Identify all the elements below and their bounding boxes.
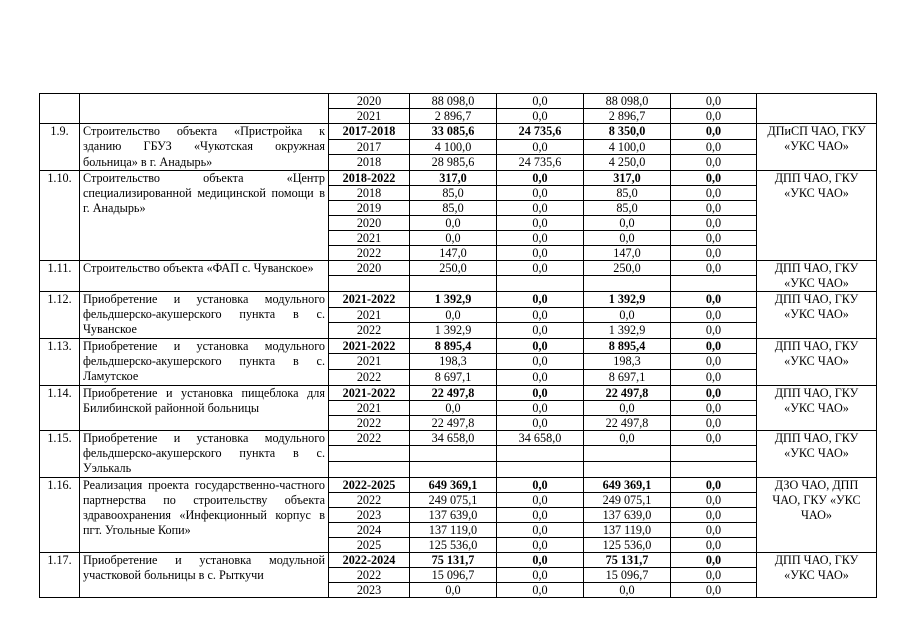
table-row (40, 338, 877, 354)
responsible-executor: ДПП ЧАО, ГКУ «УКС ЧАО» (757, 260, 877, 291)
item-description: Строительство объекта «Центр специализированной медицинской помощи в г. Анадырь» (80, 170, 329, 260)
regional-budget-cell: 137 119,0 (584, 522, 671, 537)
regional-budget-cell: 85,0 (584, 200, 671, 215)
other-sources-cell: 0,0 (671, 200, 757, 215)
regional-budget-cell: 249 075,1 (584, 492, 671, 507)
regional-budget-cell: 0,0 (584, 230, 671, 245)
item-number: 1.12. (40, 291, 80, 338)
total-amount-cell: 4 100,0 (410, 139, 497, 155)
period-cell: 2018 (329, 155, 410, 171)
total-amount-cell: 125 536,0 (410, 537, 497, 552)
total-amount-cell: 137 639,0 (410, 507, 497, 522)
item-description: Приобретение и установка пищеблока для Билибинской районной больницы (80, 385, 329, 430)
item-number: 1.13. (40, 338, 80, 385)
federal-budget-cell: 0,0 (497, 323, 584, 339)
regional-budget-cell: 0,0 (584, 582, 671, 597)
regional-budget-cell (584, 276, 671, 292)
item-description: Строительство объекта «ФАП с. Чуванское» (80, 260, 329, 291)
federal-budget-cell: 0,0 (497, 477, 584, 492)
total-amount-cell: 0,0 (410, 307, 497, 323)
total-amount-cell: 75 131,7 (410, 552, 497, 567)
total-amount-cell: 22 497,8 (410, 415, 497, 430)
item-number: 1.11. (40, 260, 80, 291)
total-amount-cell (410, 461, 497, 477)
total-amount-cell: 1 392,9 (410, 291, 497, 307)
other-sources-cell: 0,0 (671, 291, 757, 307)
total-amount-cell: 33 085,6 (410, 124, 497, 140)
item-number: 1.10. (40, 170, 80, 260)
other-sources-cell: 0,0 (671, 260, 757, 276)
federal-budget-cell: 0,0 (497, 200, 584, 215)
other-sources-cell: 0,0 (671, 567, 757, 582)
federal-budget-cell: 0,0 (497, 185, 584, 200)
period-cell: 2022 (329, 430, 410, 446)
federal-budget-cell: 0,0 (497, 582, 584, 597)
other-sources-cell: 0,0 (671, 552, 757, 567)
responsible-executor: ДПП ЧАО, ГКУ «УКС ЧАО» (757, 170, 877, 260)
regional-budget-cell: 85,0 (584, 185, 671, 200)
other-sources-cell: 0,0 (671, 109, 757, 124)
other-sources-cell: 0,0 (671, 185, 757, 200)
other-sources-cell: 0,0 (671, 124, 757, 140)
period-cell: 2022 (329, 415, 410, 430)
other-sources-cell: 0,0 (671, 370, 757, 386)
period-cell: 2021 (329, 307, 410, 323)
item-number: 1.17. (40, 552, 80, 597)
regional-budget-cell: 4 250,0 (584, 155, 671, 171)
total-amount-cell: 8 895,4 (410, 338, 497, 354)
responsible-executor: ДПП ЧАО, ГКУ «УКС ЧАО» (757, 430, 877, 477)
table-row (40, 552, 877, 567)
other-sources-cell: 0,0 (671, 170, 757, 185)
total-amount-cell: 249 075,1 (410, 492, 497, 507)
federal-budget-cell: 0,0 (497, 170, 584, 185)
total-amount-cell: 198,3 (410, 354, 497, 370)
period-cell: 2022 (329, 567, 410, 582)
period-cell: 2020 (329, 260, 410, 276)
total-amount-cell: 28 985,6 (410, 155, 497, 171)
total-amount-cell: 0,0 (410, 230, 497, 245)
responsible-executor: ДПП ЧАО, ГКУ «УКС ЧАО» (757, 385, 877, 430)
item-description: Приобретение и установка модульного фельдшерско-акушерского пункта в с. Уэлькаль (80, 430, 329, 477)
period-cell: 2018-2022 (329, 170, 410, 185)
federal-budget-cell: 0,0 (497, 507, 584, 522)
responsible-executor: ДПиСП ЧАО, ГКУ «УКС ЧАО» (757, 124, 877, 171)
federal-budget-cell: 24 735,6 (497, 124, 584, 140)
federal-budget-cell: 24 735,6 (497, 155, 584, 171)
total-amount-cell: 2 896,7 (410, 109, 497, 124)
total-amount-cell: 22 497,8 (410, 385, 497, 400)
period-cell: 2022 (329, 492, 410, 507)
federal-budget-cell: 34 658,0 (497, 430, 584, 446)
other-sources-cell: 0,0 (671, 522, 757, 537)
other-sources-cell: 0,0 (671, 230, 757, 245)
period-cell: 2017-2018 (329, 124, 410, 140)
table-row (40, 385, 877, 400)
regional-budget-cell: 88 098,0 (584, 94, 671, 109)
period-cell: 2021-2022 (329, 385, 410, 400)
federal-budget-cell: 0,0 (497, 522, 584, 537)
regional-budget-cell: 8 697,1 (584, 370, 671, 386)
item-description (80, 94, 329, 124)
regional-budget-cell: 198,3 (584, 354, 671, 370)
other-sources-cell (671, 446, 757, 462)
period-cell: 2021 (329, 109, 410, 124)
item-number: 1.14. (40, 385, 80, 430)
other-sources-cell: 0,0 (671, 477, 757, 492)
period-cell: 2021 (329, 230, 410, 245)
regional-budget-cell: 0,0 (584, 430, 671, 446)
period-cell: 2021 (329, 400, 410, 415)
total-amount-cell: 85,0 (410, 200, 497, 215)
other-sources-cell: 0,0 (671, 307, 757, 323)
total-amount-cell (410, 446, 497, 462)
other-sources-cell: 0,0 (671, 94, 757, 109)
regional-budget-cell: 4 100,0 (584, 139, 671, 155)
period-cell: 2020 (329, 215, 410, 230)
period-cell: 2023 (329, 582, 410, 597)
federal-budget-cell: 0,0 (497, 400, 584, 415)
responsible-executor: ДПП ЧАО, ГКУ «УКС ЧАО» (757, 291, 877, 338)
table-row (40, 124, 877, 140)
federal-budget-cell (497, 276, 584, 292)
federal-budget-cell: 0,0 (497, 291, 584, 307)
item-description: Реализация проекта государственно-частного партнерства по строительству объекта здравоохранения «Инфекционный корпус в пгт. Угольные Копи» (80, 477, 329, 552)
federal-budget-cell: 0,0 (497, 385, 584, 400)
regional-budget-cell: 250,0 (584, 260, 671, 276)
total-amount-cell: 0,0 (410, 215, 497, 230)
regional-budget-cell: 15 096,7 (584, 567, 671, 582)
regional-budget-cell: 0,0 (584, 400, 671, 415)
other-sources-cell: 0,0 (671, 354, 757, 370)
other-sources-cell: 0,0 (671, 155, 757, 171)
period-cell: 2020 (329, 94, 410, 109)
other-sources-cell: 0,0 (671, 415, 757, 430)
regional-budget-cell: 0,0 (584, 215, 671, 230)
regional-budget-cell: 2 896,7 (584, 109, 671, 124)
total-amount-cell: 317,0 (410, 170, 497, 185)
period-cell: 2023 (329, 507, 410, 522)
period-cell: 2025 (329, 537, 410, 552)
total-amount-cell: 0,0 (410, 400, 497, 415)
item-number: 1.15. (40, 430, 80, 477)
federal-budget-cell (497, 461, 584, 477)
period-cell: 2021-2022 (329, 291, 410, 307)
item-description: Приобретение и установка модульной участковой больницы в с. Рыткучи (80, 552, 329, 597)
regional-budget-cell: 22 497,8 (584, 385, 671, 400)
period-cell (329, 461, 410, 477)
item-description: Приобретение и установка модульного фельдшерско-акушерского пункта в с. Ламутское (80, 338, 329, 385)
other-sources-cell: 0,0 (671, 139, 757, 155)
federal-budget-cell: 0,0 (497, 567, 584, 582)
federal-budget-cell: 0,0 (497, 338, 584, 354)
total-amount-cell: 0,0 (410, 582, 497, 597)
federal-budget-cell: 0,0 (497, 537, 584, 552)
period-cell: 2022 (329, 245, 410, 260)
total-amount-cell: 250,0 (410, 260, 497, 276)
regional-budget-cell: 317,0 (584, 170, 671, 185)
regional-budget-cell: 8 350,0 (584, 124, 671, 140)
total-amount-cell (410, 276, 497, 292)
responsible-executor: ДПП ЧАО, ГКУ «УКС ЧАО» (757, 552, 877, 597)
responsible-executor (757, 94, 877, 124)
total-amount-cell: 88 098,0 (410, 94, 497, 109)
regional-budget-cell: 22 497,8 (584, 415, 671, 430)
total-amount-cell: 147,0 (410, 245, 497, 260)
total-amount-cell: 1 392,9 (410, 323, 497, 339)
total-amount-cell: 137 119,0 (410, 522, 497, 537)
period-cell (329, 276, 410, 292)
item-description: Строительство объекта «Пристройка к зданию ГБУЗ «Чукотская окружная больница» в г. Анадырь» (80, 124, 329, 171)
total-amount-cell: 15 096,7 (410, 567, 497, 582)
program-measures-table (39, 93, 877, 598)
federal-budget-cell: 0,0 (497, 215, 584, 230)
period-cell: 2022-2024 (329, 552, 410, 567)
total-amount-cell: 8 697,1 (410, 370, 497, 386)
other-sources-cell: 0,0 (671, 507, 757, 522)
other-sources-cell: 0,0 (671, 323, 757, 339)
other-sources-cell: 0,0 (671, 430, 757, 446)
item-description: Приобретение и установка модульного фельдшерско-акушерского пункта в с. Чуванское (80, 291, 329, 338)
other-sources-cell: 0,0 (671, 385, 757, 400)
period-cell: 2018 (329, 185, 410, 200)
period-cell: 2022-2025 (329, 477, 410, 492)
federal-budget-cell: 0,0 (497, 354, 584, 370)
total-amount-cell: 85,0 (410, 185, 497, 200)
period-cell: 2019 (329, 200, 410, 215)
federal-budget-cell: 0,0 (497, 415, 584, 430)
table-row (40, 291, 877, 307)
period-cell: 2024 (329, 522, 410, 537)
federal-budget-cell: 0,0 (497, 245, 584, 260)
total-amount-cell: 649 369,1 (410, 477, 497, 492)
federal-budget-cell: 0,0 (497, 492, 584, 507)
regional-budget-cell: 0,0 (584, 307, 671, 323)
regional-budget-cell (584, 446, 671, 462)
period-cell: 2022 (329, 323, 410, 339)
period-cell: 2021-2022 (329, 338, 410, 354)
regional-budget-cell: 147,0 (584, 245, 671, 260)
table-row (40, 170, 877, 185)
item-number: 1.16. (40, 477, 80, 552)
regional-budget-cell: 1 392,9 (584, 323, 671, 339)
federal-budget-cell: 0,0 (497, 230, 584, 245)
federal-budget-cell: 0,0 (497, 370, 584, 386)
period-cell: 2017 (329, 139, 410, 155)
other-sources-cell (671, 276, 757, 292)
other-sources-cell: 0,0 (671, 215, 757, 230)
federal-budget-cell: 0,0 (497, 94, 584, 109)
regional-budget-cell: 8 895,4 (584, 338, 671, 354)
table-row (40, 477, 877, 492)
responsible-executor: ДЗО ЧАО, ДПП ЧАО, ГКУ «УКС ЧАО» (757, 477, 877, 552)
other-sources-cell: 0,0 (671, 245, 757, 260)
federal-budget-cell: 0,0 (497, 139, 584, 155)
regional-budget-cell: 649 369,1 (584, 477, 671, 492)
table-row (40, 430, 877, 446)
regional-budget-cell: 1 392,9 (584, 291, 671, 307)
federal-budget-cell: 0,0 (497, 307, 584, 323)
regional-budget-cell: 125 536,0 (584, 537, 671, 552)
item-number: 1.9. (40, 124, 80, 171)
regional-budget-cell: 137 639,0 (584, 507, 671, 522)
federal-budget-cell: 0,0 (497, 260, 584, 276)
regional-budget-cell: 75 131,7 (584, 552, 671, 567)
other-sources-cell: 0,0 (671, 537, 757, 552)
table-body (40, 94, 877, 598)
responsible-executor: ДПП ЧАО, ГКУ «УКС ЧАО» (757, 338, 877, 385)
table-row (40, 94, 877, 109)
item-number (40, 94, 80, 124)
period-cell: 2022 (329, 370, 410, 386)
period-cell: 2021 (329, 354, 410, 370)
table-row (40, 260, 877, 276)
other-sources-cell: 0,0 (671, 338, 757, 354)
federal-budget-cell (497, 446, 584, 462)
other-sources-cell: 0,0 (671, 400, 757, 415)
federal-budget-cell: 0,0 (497, 109, 584, 124)
other-sources-cell: 0,0 (671, 582, 757, 597)
regional-budget-cell (584, 461, 671, 477)
other-sources-cell: 0,0 (671, 492, 757, 507)
period-cell (329, 446, 410, 462)
federal-budget-cell: 0,0 (497, 552, 584, 567)
other-sources-cell (671, 461, 757, 477)
total-amount-cell: 34 658,0 (410, 430, 497, 446)
